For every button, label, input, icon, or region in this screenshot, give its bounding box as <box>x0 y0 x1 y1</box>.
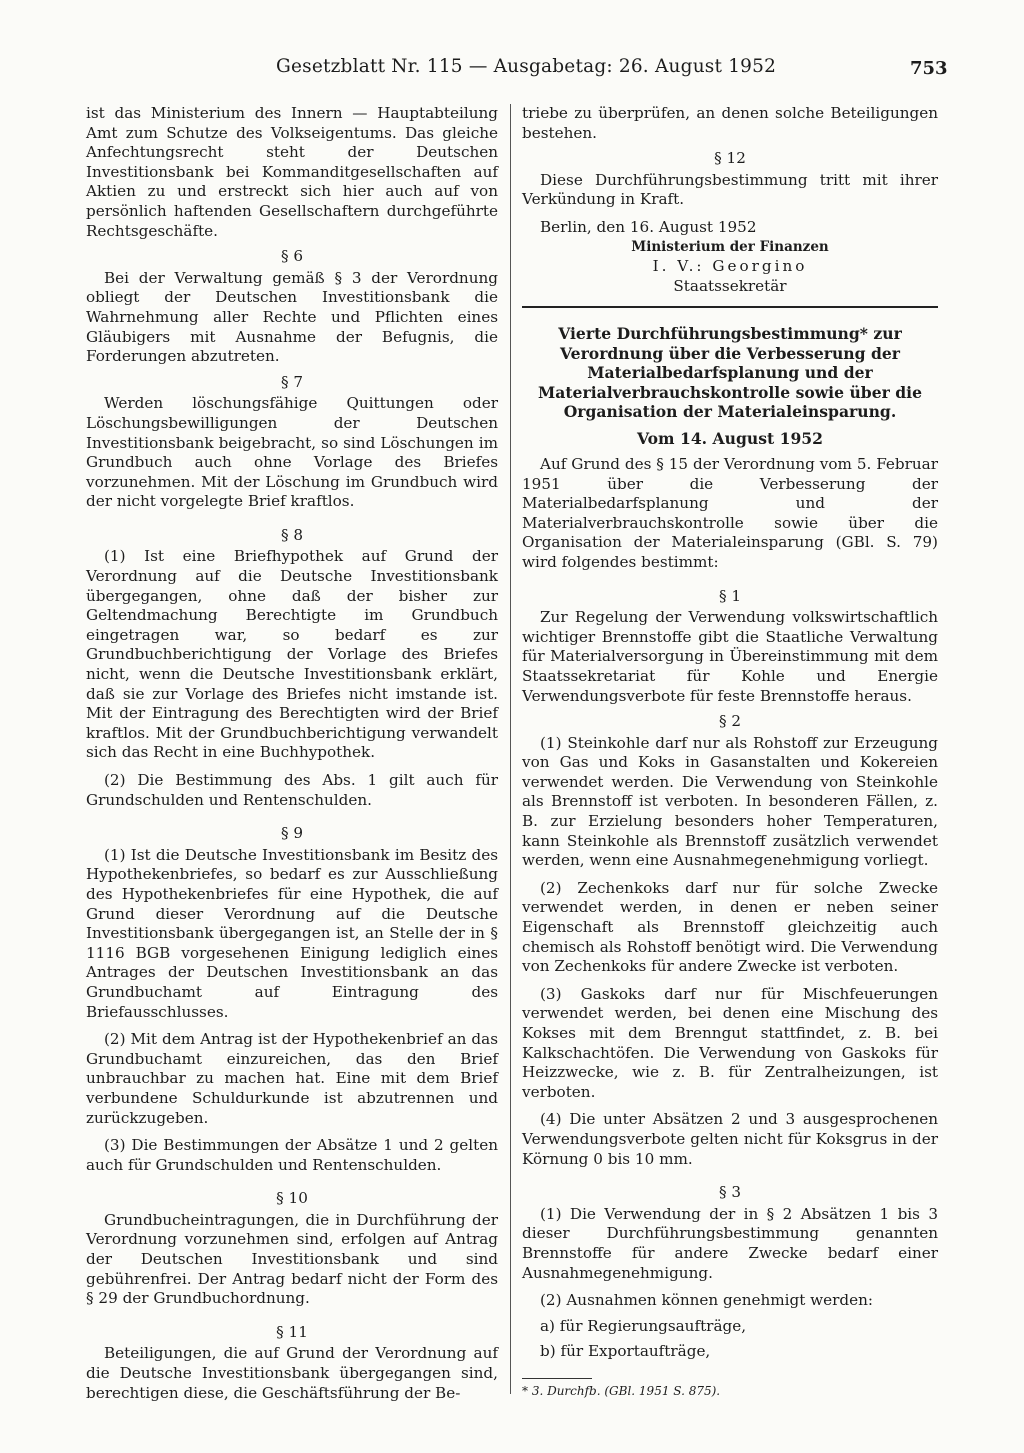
section-heading: § 1 <box>718 586 742 605</box>
paragraph: (2) Mit dem Antrag ist der Hypothekenbrief an das Grundbuchamt einzureichen, das den Brief unbrauchbar zu machen hat. Eine mit dem Brief verbundene Schuldurkunde ist abzutrennen und zurückzugeben. <box>86 1030 498 1127</box>
section-heading: § 9 <box>280 824 304 843</box>
paragraph: Diese Durchführungsbestimmung tritt mit ihrer Verkündung in Kraft. <box>522 170 938 209</box>
section-heading: § 11 <box>276 1322 308 1341</box>
paragraph: (2) Zechenkoks darf nur für solche Zwecke verwendet werden, in denen er neben seiner Eigenschaft als Brennstoff gleichzeitig auch chemisch als Rohstoff benötigt wird. Die Verwendung von Zechenkoks für andere Zwecke ist verboten. <box>522 878 938 976</box>
section-heading: § 3 <box>718 1183 742 1202</box>
paragraph: Bei der Verwaltung gemäß § 3 der Verordnung obliegt der Deutschen Investitionsbank die Wahrnehmung aller Rechte und Pflichten eines Gläubigers mit Ausnahme der Befugnis, die Forderungen abzutreten. <box>86 268 498 366</box>
signature: I. V.: Georgino <box>652 257 808 276</box>
section-heading: § 8 <box>280 525 304 544</box>
left-column <box>86 104 498 1403</box>
paragraph: (4) Die unter Absätzen 2 und 3 ausgesprochenen Verwendungsverbote gelten nicht für Koksgrus in der Körnung 0 bis 10 mm. <box>522 1110 938 1168</box>
signatory-role: Staatssekretär <box>673 276 787 295</box>
paragraph: Grundbucheintragungen, die in Durchführung der Verordnung vorzunehmen sind, erfolgen auf Antrag der Deutschen Investitionsbank und sind gebührenfrei. Der Antrag bedarf nicht der Form des § 29 der Grundbuchordnung. <box>86 1210 498 1308</box>
regulation-date: Vom 14. August 1952 <box>636 429 824 449</box>
ministry-name: Ministerium der Finanzen <box>631 238 829 255</box>
paragraph: Beteiligungen, die auf Grund der Verordnung auf die Deutsche Investitionsbank übergegangen sind, berechtigen diese, die Geschäftsführung der Be- <box>86 1344 498 1402</box>
paragraph: (3) Die Bestimmungen der Absätze 1 und 2 gelten auch für Grundschulden und Rentenschulden. <box>86 1136 498 1174</box>
page-header: Gesetzblatt Nr. 115 — Ausgabetag: 26. August 1952 <box>276 56 777 77</box>
paragraph: Auf Grund des § 15 der Verordnung vom 5. Februar 1951 über die Verbesserung der Materialbedarfsplanung und der Materialverbrauchskontrolle sowie über die Organisation der Materialeinsparung (GBl. S. 79) wird folgendes bestimmt: <box>522 454 938 571</box>
section-heading: § 6 <box>280 247 304 266</box>
paragraph: ist das Ministerium des Innern — Hauptabteilung Amt zum Schutze des Volkseigentums. Das gleiche Anfechtungsrecht steht der Deutschen Investitionsbank bei Kommanditgesellschaften auf Aktien zu und erstreckt sich hier auch auf von persönlich haftenden Gesellschaftern durchgeführte Rechtsgeschäfte. <box>86 104 498 240</box>
section-heading: § 7 <box>280 372 304 391</box>
footnote-rule <box>522 1378 592 1379</box>
list-item: b) für Exportaufträge, <box>540 1342 711 1361</box>
section-rule <box>522 306 938 308</box>
paragraph: (2) Ausnahmen können genehmigt werden: <box>540 1291 874 1310</box>
paragraph: Werden löschungsfähige Quittungen oder Löschungsbewilligungen der Deutschen Investitionsbank beigebracht, so sind Löschungen im Grundbuch auch ohne Vorlage des Briefes vorzunehmen. Mit der Löschung im Grundbuch wird der nicht vorgelegte Brief kraftlos. <box>86 394 498 511</box>
page-number: 753 <box>910 58 948 79</box>
paragraph: (3) Gaskoks darf nur für Mischfeuerungen verwendet werden, bei denen eine Mischung des Kokses mit dem Brenngut stattfindet, z. B. bei Kalkschachtöfen. Die Verwendung von Gaskoks für Heizzwecke, wie z. B. für Zentralheizungen, ist verboten. <box>522 984 938 1101</box>
paragraph: (2) Die Bestimmung des Abs. 1 gilt auch für Grundschulden und Rentenschulden. <box>86 771 498 809</box>
right-column <box>522 104 938 1362</box>
paragraph: triebe zu überprüfen, an denen solche Beteiligungen bestehen. <box>522 104 938 142</box>
regulation-title: Vierte Durchführungsbestimmung* zur Verordnung über die Verbesserung der Materialbedarfsplanung und der Materialverbrauchskontrolle sowie über die Organisation der Materialeinsparung. <box>537 324 923 421</box>
paragraph: (1) Steinkohle darf nur als Rohstoff zur Erzeugung von Gas und Koks in Gasanstalten und Kokereien verwendet werden. Die Verwendung von Steinkohle als Brennstoff ist verboten. In besonderen Fällen, z. B. zur Erzielung besonders hoher Temperaturen, kann Steinkohle als Brennstoff zusätzlich verwendet werden, wenn eine Ausnahmegenehmigung vorliegt. <box>522 733 938 870</box>
paragraph: (1) Die Verwendung der in § 2 Absätzen 1 bis 3 dieser Durchführungsbestimmung genannten Brennstoffe für andere Zwecke bedarf einer Ausnahmegenehmigung. <box>522 1204 938 1282</box>
section-heading: § 12 <box>714 149 746 168</box>
paragraph: (1) Ist eine Briefhypothek auf Grund der Verordnung auf die Deutsche Investitionsbank übergegangen, ohne daß der bisher zur Geltendmachung Berechtigte im Grundbuch eingetragen war, so bedarf es zur Grundbuchberichtigung der Vorlage des Briefes nicht, wenn die Deutsche Investitionsbank erklärt, daß sie zur Vorlage des Briefes nicht imstande ist. Mit der Eintragung des Berechtigten wird der Brief kraftlos. Mit der Grundbuchberichtigung verwandelt sich das Recht in eine Buchhypothek. <box>86 547 498 762</box>
place-date: Berlin, den 16. August 1952 <box>540 217 757 236</box>
section-heading: § 10 <box>276 1189 308 1208</box>
paragraph: Zur Regelung der Verwendung volkswirtschaftlich wichtiger Brennstoffe gibt die Staatliche Verwaltung für Materialversorgung in Übereinstimmung mit dem Staatssekretariat für Kohle und Energie Verwendungsverbote für feste Brennstoffe heraus. <box>522 608 938 705</box>
footnote: * 3. Durchfb. (GBl. 1951 S. 875). <box>522 1384 721 1398</box>
column-divider <box>510 104 511 1394</box>
section-heading: § 2 <box>718 712 742 731</box>
paragraph: (1) Ist die Deutsche Investitionsbank im Besitz des Hypothekenbriefes, so bedarf es zur Ausschließung des Hypothekenbriefes für eine Hypothek, die auf Grund dieser Verordnung auf die Deutsche Investitionsbank übergegangen ist, an Stelle der in § 1116 BGB vorgesehenen Einigung lediglich eines Antrages der Deutschen Investitionsbank an das Grundbuchamt auf Eintragung des Briefausschlusses. <box>86 845 498 1021</box>
list-item: a) für Regierungsaufträge, <box>540 1316 747 1335</box>
